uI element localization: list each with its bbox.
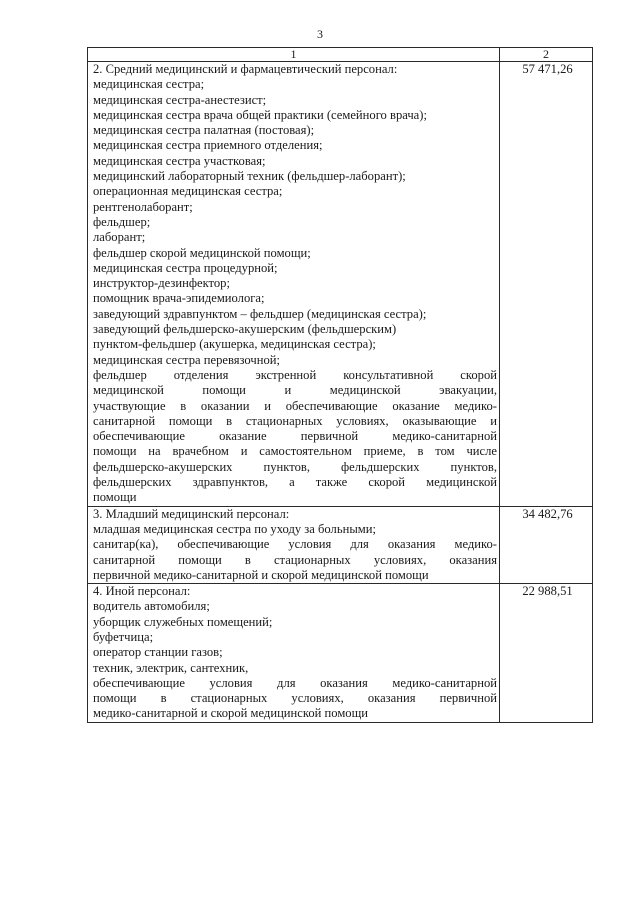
category-line: лаборант;: [93, 230, 146, 245]
category-line: младшая медицинская сестра по уходу за больными;: [93, 521, 376, 536]
category-line: медицинская сестра;: [93, 77, 205, 92]
table-row: [88, 62, 593, 507]
category-line: медицинская сестра палатная (постовая);: [93, 123, 315, 138]
value-cell: 22 988,51: [500, 584, 593, 723]
category-line: медицинский лабораторный техник (фельдшер-лаборант);: [93, 169, 406, 184]
column-header-2: 2: [500, 48, 593, 62]
category-line: участвующие в оказании и обеспечивающие оказание медико-: [93, 398, 497, 413]
category-line: техник, электрик, сантехник,: [93, 660, 249, 675]
category-heading: 4. Иной персонал:: [93, 584, 191, 599]
staff-salary-table: [87, 47, 593, 723]
category-line: медико-санитарной и скорой медицинской помощи: [93, 706, 369, 721]
category-line: медицинской помощи и медицинской эвакуации,: [93, 383, 497, 398]
category-line: инструктор-дезинфектор;: [93, 276, 230, 291]
category-line: санитарной помощи в стационарных условиях, оказания: [93, 552, 497, 567]
category-line: помощи: [93, 490, 137, 505]
column-header-1: 1: [88, 48, 500, 62]
category-line: медицинская сестра врача общей практики (семейного врача);: [93, 107, 427, 122]
value-cell: 57 471,26: [500, 62, 593, 507]
category-line: первичной медико-санитарной и скорой медицинской помощи: [93, 567, 429, 582]
table-body: [88, 62, 593, 723]
category-line: медицинская сестра процедурной;: [93, 260, 278, 275]
category-line: оператор станции газов;: [93, 645, 223, 660]
category-line: помощи на врачебном и самостоятельном приеме, в том числе: [93, 444, 497, 459]
category-line: фельдшерско-акушерских пунктов, фельдшерских пунктов,: [93, 459, 497, 474]
category-line: уборщик служебных помещений;: [93, 614, 273, 629]
category-line: пунктом-фельдшер (акушерка, медицинская сестра);: [93, 337, 376, 352]
category-line: обеспечивающие оказание первичной медико-санитарной: [93, 429, 497, 444]
value-cell: 34 482,76: [500, 506, 593, 583]
category-line: заведующий фельдшерско-акушерским (фельдшерским): [93, 322, 397, 337]
category-cell: [88, 506, 500, 583]
page-number: 3: [317, 27, 323, 41]
category-line: операционная медицинская сестра;: [93, 184, 283, 199]
category-line: обеспечивающие условия для оказания медико-санитарной: [93, 675, 497, 690]
category-line: помощник врача-эпидемиолога;: [93, 291, 265, 306]
category-heading: 3. Младший медицинский персонал:: [93, 506, 290, 521]
category-line: водитель автомобиля;: [93, 599, 210, 614]
category-line: медицинская сестра приемного отделения;: [93, 138, 323, 153]
category-line: фельдшер;: [93, 214, 151, 229]
category-cell: [88, 62, 500, 507]
category-line: буфетчица;: [93, 629, 154, 644]
category-line: помощи в стационарных условиях, оказания первичной: [93, 691, 497, 706]
category-cell: [88, 584, 500, 723]
header-row: [88, 48, 593, 62]
category-line: медицинская сестра участковая;: [93, 153, 266, 168]
category-line: санитар(ка), обеспечивающие условия для оказания медико-: [93, 537, 497, 552]
category-line: фельдшерских здравпунктов, а также скорой медицинской: [93, 475, 497, 490]
category-line: заведующий здравпунктом – фельдшер (медицинская сестра);: [93, 306, 427, 321]
category-line: медицинская сестра-анестезист;: [93, 92, 267, 107]
category-heading: 2. Средний медицинский и фармацевтический персонал:: [93, 62, 398, 76]
table-row: [88, 584, 593, 723]
category-line: санитарной помощи в стационарных условиях, оказывающие и: [93, 413, 497, 428]
category-line: фельдшер скорой медицинской помощи;: [93, 245, 311, 260]
category-line: фельдшер отделения экстренной консультативной скорой: [93, 367, 497, 382]
category-line: рентгенолаборант;: [93, 199, 193, 214]
category-line: медицинская сестра перевязочной;: [93, 352, 281, 367]
table-row: [88, 506, 593, 583]
